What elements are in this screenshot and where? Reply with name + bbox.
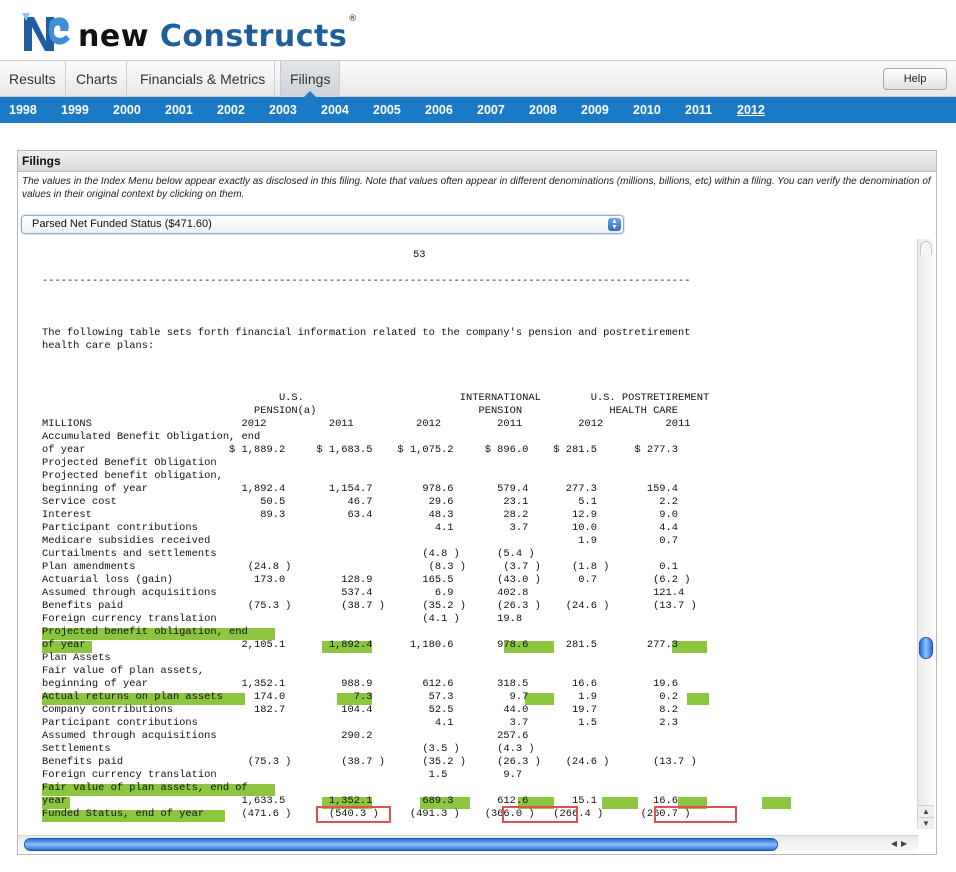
vertical-scrollbar[interactable] — [917, 239, 934, 829]
select-arrows-icon: ▲ ▼ — [608, 218, 621, 231]
intro-line-1: The following table sets forth financial information related to the company's pension and postretirement — [42, 327, 691, 339]
table-row[interactable]: Assumed through acquisitions 290.2 257.6 — [42, 730, 529, 742]
table-row[interactable]: beginning of year 1,352.1 988.9 612.6 318.5 16.6 19.6 — [42, 678, 679, 690]
year-bar — [0, 97, 956, 123]
highlight-returns-health — [687, 693, 709, 705]
panel-note: The values in the Index Menu below appear exactly as disclosed in this filing. Note that values often appear in different denominations (millions, billions, etc) within a filing. You can verify the denomination of values in their original context by clicking on them. — [22, 176, 931, 200]
year-link-2011[interactable]: 2011 — [685, 103, 713, 117]
table-row[interactable]: Benefits paid (75.3 ) (38.7 ) (35.2 ) (26.3 ) (24.6 ) (13.7 ) — [42, 756, 697, 768]
table-row[interactable]: Foreign currency translation 1.5 9.7 — [42, 769, 523, 781]
year-link-2012[interactable]: 2012 — [737, 103, 765, 117]
filing-document — [18, 239, 918, 828]
funded-status-us-2012-box[interactable] — [316, 806, 391, 823]
table-row[interactable]: beginning of year 1,892.4 1,154.7 978.6 579.4 277.3 159.4 — [42, 483, 679, 495]
registered-mark: ® — [348, 13, 358, 24]
year-link-2009[interactable]: 2009 — [581, 103, 609, 117]
year-link-2010[interactable]: 2010 — [633, 103, 661, 117]
year-link-1999[interactable]: 1999 — [61, 103, 89, 117]
table-row[interactable]: Benefits paid (75.3 ) (38.7 ) (35.2 ) (26.3 ) (24.6 ) (13.7 ) — [42, 600, 697, 612]
funded-status-health-2012-box[interactable] — [654, 806, 737, 823]
table-row[interactable]: Assumed through acquisitions 537.4 6.9 402.8 121.4 — [42, 587, 685, 599]
table-row[interactable]: Participant contributions 4.1 3.7 10.0 4.4 — [42, 522, 679, 534]
table-row[interactable]: Accumulated Benefit Obligation, end — [42, 431, 261, 443]
table-row[interactable]: Medicare subsidies received 1.9 0.7 — [42, 535, 679, 547]
panel-title: Filings — [18, 151, 936, 172]
index-menu-value: Parsed Net Funded Status ($471.60) — [32, 218, 212, 230]
table-row[interactable]: of year 2,105.1 1,892.4 1,180.6 978.6 281.5 277.3 — [42, 639, 679, 651]
horizontal-scroll-thumb[interactable] — [24, 838, 778, 851]
table-row[interactable]: Participant contributions 4.1 3.7 1.5 2.3 — [42, 717, 679, 729]
intro-line-2: health care plans: — [42, 340, 155, 352]
horizontal-scrollbar[interactable] — [18, 835, 918, 852]
year-link-2000[interactable]: 2000 — [113, 103, 141, 117]
table-row[interactable]: Plan Assets — [42, 652, 111, 664]
table-header-row-2: PENSION(a) PENSION HEALTH CARE — [42, 405, 679, 417]
table-row[interactable]: Foreign currency translation (4.1 ) 19.8 — [42, 613, 523, 625]
table-row[interactable]: of year $ 1,889.2 $ 1,683.5 $ 1,075.2 $ 896.0 $ 281.5 $ 277.3 — [42, 444, 679, 456]
logo-mark-icon — [20, 11, 72, 57]
year-link-2005[interactable]: 2005 — [373, 103, 401, 117]
year-link-2004[interactable]: 2004 — [321, 103, 349, 117]
table-row[interactable]: Settlements (3.5 ) (4.3 ) — [42, 743, 535, 755]
funded-status-intl-2012-box[interactable] — [502, 806, 578, 823]
vertical-scroll-thumb[interactable] — [919, 637, 933, 659]
table-row[interactable]: Fair value of plan assets, — [42, 665, 205, 677]
index-menu-select[interactable] — [21, 215, 624, 234]
table-header-row-1: U.S. INTERNATIONAL U.S. POSTRETIREMENT — [42, 392, 710, 404]
highlight-fv-2011-health — [762, 797, 791, 809]
year-link-2006[interactable]: 2006 — [425, 103, 453, 117]
year-link-1998[interactable]: 1998 — [9, 103, 37, 117]
tab-charts[interactable]: Charts — [67, 61, 127, 97]
scroll-left-right-arrows-icon[interactable]: ◀▶ — [890, 839, 912, 848]
year-link-2001[interactable]: 2001 — [165, 103, 193, 117]
scroll-down-arrow-icon[interactable]: ▼ — [918, 817, 934, 829]
tab-filings[interactable]: Filings — [280, 61, 340, 97]
year-link-2008[interactable]: 2008 — [529, 103, 557, 117]
help-button[interactable]: Help — [883, 68, 947, 90]
logo-word-constructs: Constructs — [159, 18, 348, 54]
table-row[interactable]: Interest 89.3 63.4 48.3 28.2 12.9 9.0 — [42, 509, 679, 521]
main-tab-bar — [0, 60, 956, 97]
tab-financials-metrics[interactable]: Financials & Metrics — [131, 61, 275, 97]
page-number: 53 — [413, 249, 426, 261]
year-link-2002[interactable]: 2002 — [217, 103, 245, 117]
table-row[interactable]: Plan amendments (24.8 ) (8.3 ) (3.7 ) (1.8 ) 0.1 — [42, 561, 679, 573]
table-row[interactable]: Company contributions 182.7 104.4 52.5 44.0 19.7 8.2 — [42, 704, 679, 716]
table-row[interactable]: Service cost 50.5 46.7 29.6 23.1 5.1 2.2 — [42, 496, 679, 508]
year-link-2003[interactable]: 2003 — [269, 103, 297, 117]
filings-panel — [17, 150, 937, 855]
table-row[interactable]: Projected benefit obligation, — [42, 470, 223, 482]
year-link-2007[interactable]: 2007 — [477, 103, 505, 117]
logo[interactable] — [20, 8, 358, 60]
logo-wordmark — [78, 13, 358, 54]
logo-word-new: new — [78, 18, 149, 54]
tab-results[interactable]: Results — [0, 61, 66, 97]
scroll-up-arrow-icon[interactable]: ▲ — [918, 805, 934, 817]
table-row[interactable]: Curtailments and settlements (4.8 ) (5.4 ) — [42, 548, 535, 560]
table-row[interactable]: Funded Status, end of year (471.6 ) (540.3 ) (491.3 ) (366.0 ) (266.4 ) (260.7 ) — [42, 808, 691, 820]
table-row[interactable]: Actuarial loss (gain) 173.0 128.9 165.5 (43.0 ) 0.7 (6.2 ) — [42, 574, 691, 586]
table-row[interactable]: Actual returns on plan assets 174.0 7.3 57.3 9.7 1.9 0.2 — [42, 691, 679, 703]
table-row[interactable]: Projected benefit obligation, end — [42, 626, 248, 638]
table-row[interactable]: year 1,633.5 1,352.1 689.3 612.6 15.1 16.6 — [42, 795, 679, 807]
table-row[interactable]: Fair value of plan assets, end of — [42, 782, 248, 794]
divider-line: -------------------------------------------------------------------------------------------------------- — [42, 275, 691, 287]
table-header-row-3: MILLIONS 2012 2011 2012 2011 2012 2011 — [42, 418, 691, 430]
table-row[interactable]: Projected Benefit Obligation — [42, 457, 217, 469]
scrollbar-cap — [920, 241, 932, 255]
